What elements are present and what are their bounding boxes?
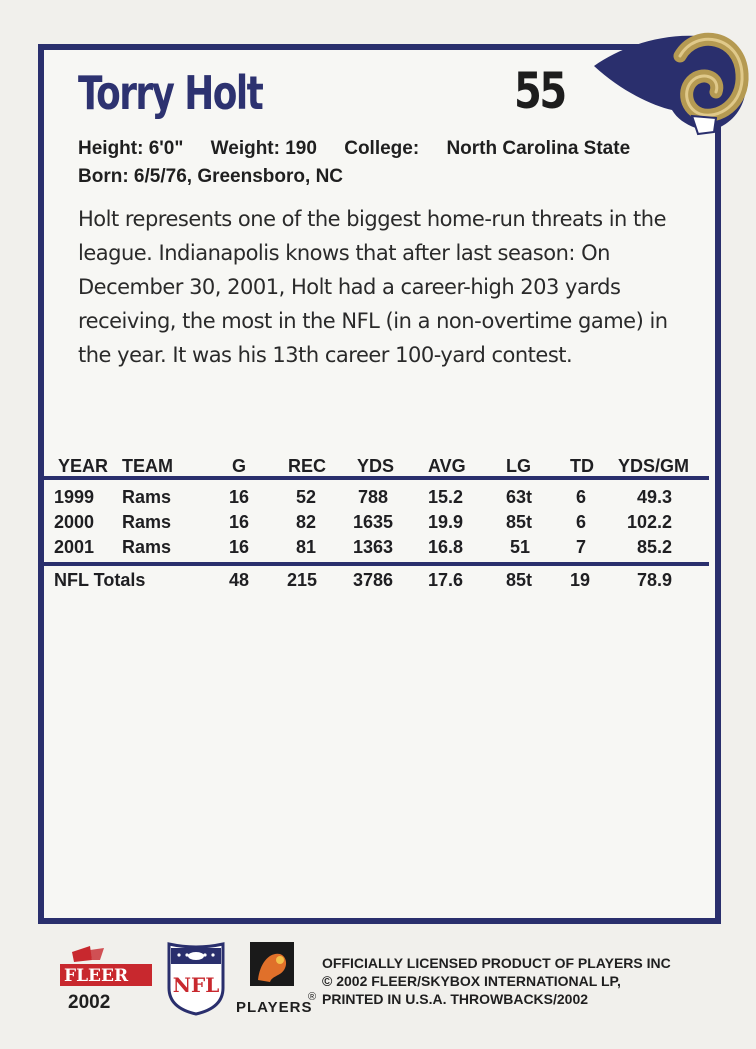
player-born: Born: 6/5/76, Greensboro, NC	[78, 166, 344, 187]
cell-yds: 1635	[353, 512, 394, 532]
legal-line-1: OFFICIALLY LICENSED PRODUCT OF PLAYERS INC	[322, 955, 671, 971]
cell-g: 16	[229, 537, 250, 557]
nfl-logo-text: NFL	[172, 973, 220, 997]
cell-rec: 52	[296, 487, 317, 507]
player-weight: Weight: 190	[210, 138, 317, 159]
cell-td: 7	[576, 537, 587, 557]
header-avg: AVG	[428, 456, 466, 476]
header-yds: YDS	[357, 456, 395, 476]
legal-line-3: PRINTED IN U.S.A. THROWBACKS/2002	[322, 991, 589, 1007]
player-name: Torry Holt	[78, 66, 263, 120]
cell-yds: 788	[358, 487, 389, 507]
cell-yds-gm: 78.9	[637, 570, 673, 590]
nfl-shield-icon	[165, 940, 227, 1016]
legal-line-2: © 2002 FLEER/SKYBOX INTERNATIONAL LP,	[322, 973, 621, 989]
legal-text	[322, 954, 671, 1008]
cell-avg: 15.2	[428, 487, 464, 507]
header-g: G	[232, 456, 247, 476]
cell-rec: 82	[296, 512, 317, 532]
cell-rec: 215	[287, 570, 318, 590]
table-row	[44, 512, 709, 536]
cell-year: 2001	[54, 537, 95, 557]
fleer-brand-text: FLEER	[64, 966, 129, 986]
cell-rec: 81	[296, 537, 317, 557]
cell-lg: 85t	[506, 570, 533, 590]
players-inc-logo-icon	[236, 940, 318, 1020]
cell-g: 48	[229, 570, 250, 590]
table-row	[44, 537, 709, 561]
cell-td: 6	[576, 487, 587, 507]
cell-g: 16	[229, 487, 250, 507]
header-yds-gm: YDS/GM	[618, 456, 690, 476]
cell-avg: 19.9	[428, 512, 464, 532]
player-height: Height: 6'0"	[78, 138, 184, 159]
cell-lg: 63t	[506, 487, 533, 507]
cell-td: 6	[576, 512, 587, 532]
cell-yds: 3786	[353, 570, 394, 590]
fleer-year: 2002	[68, 992, 111, 1012]
cell-g: 16	[229, 512, 250, 532]
cell-year: 2000	[54, 512, 95, 532]
player-bio: Holt represents one of the biggest home-run threats in the league. Indianapolis knows that after last season: On December 30, 2001, Holt had a career-high 203 yards receiving, the most in the NFL (in a non-overtime game) in the year. It was his 13th career 100-yard contest.	[78, 207, 668, 367]
cell-team: Rams	[122, 487, 172, 507]
cell-year: 1999	[54, 487, 95, 507]
table-row	[44, 487, 709, 511]
stats-totals-divider	[44, 562, 709, 566]
header-year: YEAR	[58, 456, 109, 476]
player-vitals	[78, 138, 652, 160]
cell-avg: 16.8	[428, 537, 464, 557]
cell-td: 19	[570, 570, 591, 590]
totals-row	[44, 570, 709, 594]
cell-yds: 1363	[353, 537, 394, 557]
cell-yds-gm: 49.3	[637, 487, 673, 507]
cell-totals-label: NFL Totals	[54, 570, 146, 590]
player-number: 55	[514, 62, 565, 120]
player-college-label: College:	[344, 138, 420, 159]
header-lg: LG	[506, 456, 531, 476]
player-college: North Carolina State	[446, 138, 631, 159]
stats-header-divider	[44, 476, 709, 480]
header-rec: REC	[288, 456, 327, 476]
cell-avg: 17.6	[428, 570, 464, 590]
header-td: TD	[570, 456, 594, 476]
cell-yds-gm: 85.2	[637, 537, 673, 557]
fleer-logo-icon	[60, 942, 158, 1012]
cell-team: Rams	[122, 537, 172, 557]
cell-yds-gm: 102.2	[627, 512, 673, 532]
header-team: TEAM	[122, 456, 173, 476]
cell-lg: 85t	[506, 512, 533, 532]
svg-text:®: ®	[308, 991, 317, 1003]
cell-lg: 51	[510, 537, 531, 557]
cell-team: Rams	[122, 512, 172, 532]
players-inc-text: PLAYERS	[236, 999, 313, 1016]
rams-horn-logo-icon	[592, 22, 752, 140]
